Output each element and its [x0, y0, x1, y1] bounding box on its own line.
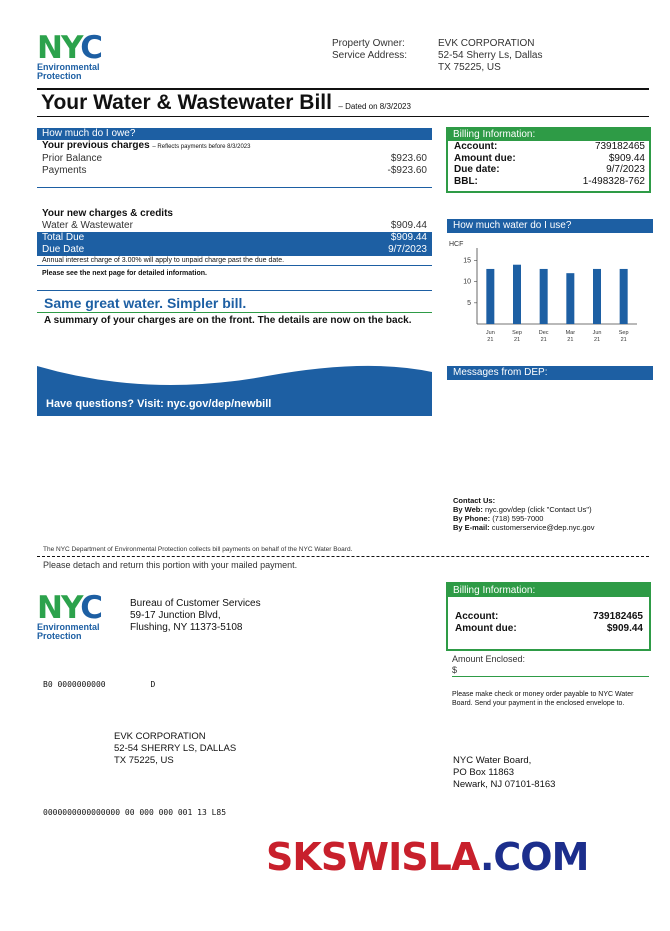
logo-subtitle: Environmental — [37, 62, 100, 72]
amount-enclosed-symbol: $ — [452, 665, 458, 675]
water-row — [37, 220, 432, 232]
prior-balance-label: Prior Balance — [42, 153, 103, 164]
amount-value: $909.44 — [608, 152, 645, 164]
logo-subtitle: Protection — [37, 631, 82, 641]
bureau-line: Bureau of Customer Services — [130, 598, 261, 609]
owe-section — [37, 128, 432, 188]
stub-amount-label: Amount due: — [455, 623, 517, 634]
bill-date: – Dated on 8/3/2023 — [338, 102, 411, 111]
logo-subtitle: Environmental — [37, 622, 100, 632]
due-label: Due date: — [454, 164, 500, 175]
owner-address-line: TX 75225, US — [438, 62, 501, 73]
check-note: Please make check or money order payable to NYC Water Board. Send your payment in the enclosed envelope to. — [452, 691, 634, 707]
usage-bar — [513, 265, 521, 324]
stub-account-value: 739182465 — [592, 611, 643, 622]
amount-enclosed-label: Amount Enclosed: — [452, 654, 526, 664]
contact-web[interactable]: nyc.gov/dep (click "Contact Us") — [484, 505, 592, 514]
y-tick-label: 15 — [463, 257, 471, 265]
x-tick-label: 21 — [567, 337, 574, 343]
scan-code-value: B0 0000000000 — [43, 680, 106, 689]
water-value: $909.44 — [390, 220, 427, 231]
total-due-value: $909.44 — [390, 232, 427, 243]
total-due-label: Total Due — [42, 232, 85, 243]
contact-phone[interactable]: (718) 595-7000 — [492, 514, 544, 523]
bureau-line: Flushing, NY 11373-5108 — [130, 622, 243, 633]
owner-labels — [332, 38, 407, 62]
collects-note: The NYC Department of Environmental Protection collects bill payments on behalf of the NYC Water Board. — [43, 546, 353, 553]
stub-account-row — [455, 611, 643, 623]
owner-address-line: 52-54 Sherry Ls, Dallas — [438, 50, 543, 61]
due-value: 9/7/2023 — [606, 164, 645, 175]
scan-code — [43, 680, 155, 689]
watermark — [266, 833, 588, 881]
prior-balance-row — [42, 153, 427, 165]
due-row — [454, 164, 645, 176]
watermark-main: SKSWISLA — [266, 835, 480, 879]
usage-bar — [566, 273, 574, 324]
stub-account-label: Account: — [455, 611, 499, 622]
contact-email-row — [453, 523, 594, 532]
promo-banner — [37, 358, 432, 416]
logo-letter: C — [80, 30, 102, 66]
promo-headline: Same great water. Simpler bill. — [37, 291, 432, 313]
promo-summary: A summary of your charges are on the front. The details are now on the back. — [44, 315, 412, 326]
promo-section — [37, 290, 432, 329]
total-due-block — [37, 232, 432, 256]
payments-value: -$923.60 — [387, 165, 427, 176]
banner-text[interactable]: Have questions? Visit: nyc.gov/dep/newbill — [46, 398, 272, 410]
bureau-address — [130, 598, 261, 634]
previous-charges-label: Your previous charges — [42, 140, 150, 151]
logo-letter: C — [80, 590, 102, 626]
page-title: Your Water & Wastewater Bill — [41, 91, 332, 114]
x-tick-label: Sep — [618, 330, 629, 336]
barcode-number: 0000000000000000 00 000 000 001 13 L85 — [43, 808, 227, 817]
bbl-label: BBL: — [454, 175, 478, 187]
mail-to-line: 52-54 SHERRY LS, DALLAS — [114, 743, 237, 754]
stub-amount-row — [455, 623, 643, 635]
prior-balance-value: $923.60 — [390, 153, 427, 164]
x-tick-label: 21 — [540, 337, 547, 343]
x-tick-label: Jun — [592, 330, 602, 336]
owe-header: How much do I owe? — [37, 128, 432, 140]
logo-letter: N — [37, 30, 61, 66]
x-tick-label: Jun — [485, 330, 495, 336]
account-row — [454, 141, 645, 153]
amount-label: Amount due: — [454, 152, 516, 164]
due-date-label: Due Date — [42, 244, 85, 255]
amount-enclosed-field[interactable] — [452, 654, 649, 677]
due-date-value: 9/7/2023 — [388, 244, 427, 255]
billing-info-header: Billing Information: — [448, 129, 649, 141]
detach-instruction: Please detach and return this portion with your mailed payment. — [43, 560, 298, 570]
logo-letter: Y — [60, 30, 81, 66]
water-board-line: NYC Water Board, — [453, 755, 532, 766]
contact-block — [453, 496, 594, 532]
contact-email-label: By E-mail: — [453, 523, 490, 532]
usage-header: How much water do I use? — [447, 219, 653, 233]
x-tick-label: 21 — [593, 337, 601, 343]
x-tick-label: Sep — [512, 330, 522, 336]
mail-to-line: TX 75225, US — [114, 755, 174, 766]
billing-info-box — [446, 127, 651, 193]
title-bar — [37, 88, 649, 117]
account-label: Account: — [454, 141, 498, 152]
next-page-note: Please see the next page for detailed information. — [42, 270, 207, 277]
stub-billing-header: Billing Information: — [448, 584, 649, 597]
account-value: 739182465 — [594, 141, 645, 152]
usage-bar — [593, 269, 601, 324]
divider — [37, 187, 432, 188]
x-tick-label: 21 — [513, 337, 521, 343]
x-tick-label: 21 — [487, 337, 494, 343]
stub-billing-box — [446, 582, 651, 651]
watermark-domain: .COM — [479, 835, 589, 879]
payments-label: Payments — [42, 165, 87, 176]
address-label: Service Address: — [332, 50, 408, 61]
y-tick-label: 5 — [467, 299, 471, 307]
total-due-row — [42, 232, 427, 244]
x-tick-label: 21 — [620, 337, 627, 343]
usage-bar — [620, 269, 628, 324]
nyc-logo — [37, 30, 127, 81]
detach-line — [37, 556, 649, 557]
contact-phone-row — [453, 514, 594, 523]
nyc-logo — [37, 590, 127, 641]
usage-bar — [486, 269, 494, 324]
water-board-line: PO Box 11863 — [453, 767, 515, 778]
scan-code-suffix: D — [150, 680, 156, 689]
previous-charges-row — [42, 140, 427, 153]
water-board-address — [453, 755, 555, 791]
x-tick-label: Mar — [565, 330, 576, 336]
amount-row — [454, 153, 645, 165]
mail-to-line: EVK CORPORATION — [114, 731, 206, 742]
contact-phone-label: By Phone: — [453, 514, 491, 523]
x-tick-label: Dec — [538, 330, 549, 336]
usage-chart — [447, 238, 647, 348]
owner-values — [438, 38, 543, 74]
stub-amount-value: $909.44 — [606, 623, 643, 634]
contact-email[interactable]: customerservice@dep.nyc.gov — [491, 523, 595, 532]
usage-bar — [540, 269, 548, 324]
previous-charges-note: – Reflects payments before 8/3/2023 — [152, 144, 251, 150]
bbl-value: 1-498328-762 — [582, 175, 645, 187]
interest-note: Annual interest charge of 3.00% will apply to unpaid charge past the due date. — [37, 256, 432, 266]
payments-row — [42, 165, 427, 177]
logo-subtitle: Protection — [37, 71, 82, 81]
due-date-row — [42, 244, 427, 256]
water-board-line: Newark, NJ 07101-8163 — [453, 779, 556, 790]
y-tick-label: 10 — [463, 278, 471, 286]
new-charges-section — [37, 208, 432, 278]
bbl-row — [454, 176, 645, 188]
contact-title: Contact Us: — [453, 496, 496, 505]
contact-web-label: By Web: — [453, 505, 483, 514]
owner-name: EVK CORPORATION — [438, 38, 535, 49]
mail-to-address — [114, 731, 236, 767]
logo-letter: N — [37, 590, 61, 626]
new-charges-label: Your new charges & credits — [42, 208, 173, 219]
bureau-line: 59-17 Junction Blvd, — [130, 610, 221, 621]
water-label: Water & Wastewater — [42, 220, 133, 231]
logo-letter: Y — [60, 590, 81, 626]
messages-header: Messages from DEP: — [447, 366, 653, 380]
owner-label: Property Owner: — [332, 38, 405, 49]
contact-web-row — [453, 505, 594, 514]
y-axis-label: HCF — [449, 241, 464, 248]
